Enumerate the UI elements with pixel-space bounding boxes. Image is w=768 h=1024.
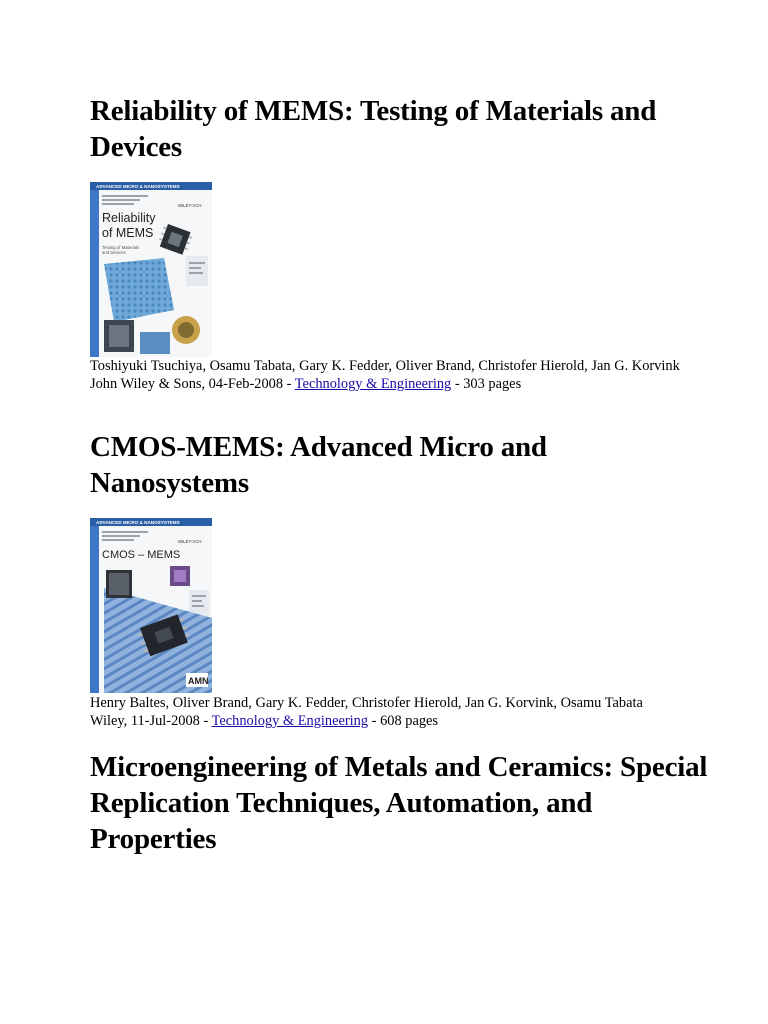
- cover-series-text: ADVANCED MICRO & NANOSYSTEMS: [96, 184, 180, 189]
- book-cover-image: [90, 518, 212, 693]
- book-publisher-date: Wiley, 11-Jul-2008: [90, 713, 200, 729]
- cover-publisher-text: WILEY-VCH: [178, 539, 202, 544]
- book-page-count: 303 pages: [463, 376, 522, 392]
- cover-subtitle-line2: and Devices: [102, 250, 126, 255]
- cover-series-text: ADVANCED MICRO & NANOSYSTEMS: [96, 520, 180, 525]
- book-publication-line: [90, 375, 710, 393]
- meta-separator: -: [283, 376, 295, 392]
- cover-title-line1: Reliability: [102, 211, 156, 225]
- cover-publisher-text: WILEY-VCH: [178, 203, 202, 208]
- book-authors: Henry Baltes, Oliver Brand, Gary K. Fedder, Christofer Hierold, Jan G. Korvink, Osamu Tabata: [90, 695, 643, 711]
- book-cover-image: [90, 182, 212, 357]
- cover-title-line2: of MEMS: [102, 226, 154, 240]
- book-authors: Toshiyuki Tsuchiya, Osamu Tabata, Gary K. Fedder, Oliver Brand, Christofer Hierold, Jan G. Korvink: [90, 358, 680, 374]
- book-cover-cmos-mems[interactable]: [90, 518, 212, 693]
- book-meta: [90, 694, 710, 730]
- cover-title-line1: CMOS – MEMS: [102, 549, 181, 561]
- book-title[interactable]: Microengineering of Metals and Ceramics: Special Replication Techniques, Automation, and Properties: [90, 751, 708, 855]
- category-link[interactable]: Technology & Engineering: [211, 713, 369, 729]
- category-link[interactable]: Technology & Engineering: [294, 376, 452, 392]
- book-publication-line: [90, 712, 710, 730]
- book-meta: [90, 357, 710, 393]
- book-publisher-date: John Wiley & Sons, 04-Feb-2008: [90, 376, 284, 392]
- meta-separator: -: [199, 713, 212, 729]
- book-title[interactable]: Reliability of MEMS: Testing of Materials and Devices: [90, 95, 657, 163]
- meta-separator: -: [368, 713, 381, 729]
- meta-separator: -: [451, 376, 464, 392]
- book-page-count: 608 pages: [380, 713, 439, 729]
- book-title[interactable]: CMOS-MEMS: Advanced Micro and Nanosystems: [90, 431, 547, 499]
- cover-subtitle-line1: Testing of Materials: [102, 245, 140, 250]
- cover-badge-text: AMN: [188, 676, 209, 686]
- book-cover-reliability-of-mems[interactable]: [90, 182, 212, 357]
